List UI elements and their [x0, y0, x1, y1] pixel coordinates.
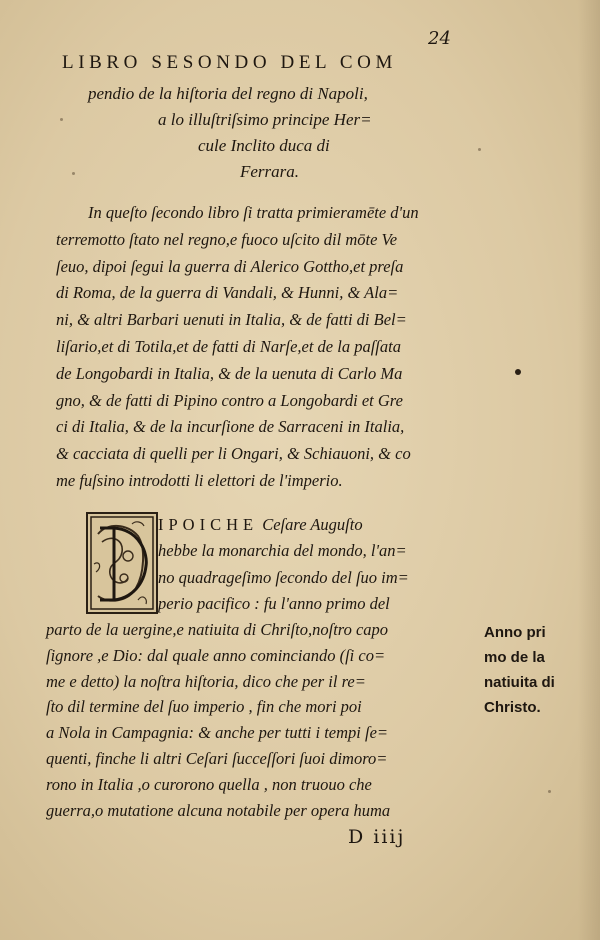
summary-line: terremotto ſtato nel regno,e fuoco uſcito dil mōte Ve: [56, 229, 398, 249]
summary-line: me fuſsino introdotti li elettori de l'imperio.: [56, 470, 343, 490]
title-line-2: pendio de la hiſtoria del regno di Napoli,: [88, 84, 368, 103]
body-line: me e detto) la noſtra hiſtoria, dico che per il re=: [46, 671, 366, 691]
body-line: rono in Italia ,o curorono quella , non truouo che: [46, 774, 372, 794]
marginal-note-line: mo de la: [484, 649, 545, 666]
opening-line-rest: Ceſare Auguſto: [258, 515, 363, 534]
title-line-5: Ferrara.: [240, 162, 300, 181]
summary-line: de Longobardi in Italia, & de la uenuta di Carlo Ma: [56, 363, 403, 383]
body-text: [46, 617, 486, 823]
opening-word: IPOICHE: [158, 515, 259, 534]
summary-line: ci di Italia, & de la incurſione de Sarraceni in Italia,: [56, 417, 405, 437]
opening-line: hebbe la monarchia del mondo, l'an=: [158, 541, 407, 561]
signature-mark: D iiij: [348, 826, 406, 848]
body-line: ſignore ,e Dio: dal quale anno cominciando (ſi co=: [46, 645, 386, 665]
body-line: quenti, finche li altri Ceſari ſucceſſori ſuoi dimoro=: [46, 748, 388, 768]
running-title: LIBRO SESONDO DEL COM: [62, 52, 397, 73]
paper-speck: [72, 172, 75, 175]
margin-dot: [515, 369, 521, 375]
paper-speck: [60, 118, 63, 121]
body-line: parto de la uergine,e natiuita di Chriſto,noſtro capo: [46, 620, 389, 639]
summary-line: gno, & de fatti di Pipino contro a Longobardi et Gre: [56, 390, 403, 410]
marginal-note-line: Christo.: [484, 699, 541, 716]
page-number: 24: [428, 28, 451, 49]
chapter-summary: [56, 200, 526, 495]
marginal-note: [484, 620, 584, 720]
marginal-note-line: Anno pri: [484, 624, 546, 641]
initial-ornament-icon: [88, 514, 156, 612]
opening-line: perio pacifico : fu l'anno primo del: [158, 594, 390, 614]
body-line: ſto dil termine del ſuo imperio , fin che mori poi: [46, 697, 362, 717]
facing-page-bleed: [578, 0, 600, 940]
summary-line: & cacciata di quelli per li Ongari, & Schiauoni, & co: [56, 444, 411, 464]
paper-speck: [478, 148, 481, 151]
summary-line: ni, & altri Barbari uenuti in Italia, & de fatti di Bel=: [56, 310, 407, 330]
opening-lines: [158, 512, 488, 618]
body-line: guerra,o mutatione alcuna notabile per opera huma: [46, 800, 391, 820]
summary-line: liſario,et di Totila,et de fatti di Narſe,et de la paſſata: [56, 336, 401, 356]
body-line: a Nola in Campagnia: & anche per tutti i tempi ſe=: [46, 723, 389, 743]
decorated-initial: [86, 512, 158, 614]
marginal-note-line: natiuita di: [484, 674, 555, 691]
summary-line: In queſto ſecondo libro ſi tratta primieramēte d'un: [88, 203, 419, 222]
opening-line: no quadrageſimo ſecondo del ſuo im=: [158, 567, 409, 587]
title-line-3: a lo illuſtriſsimo principe Her=: [158, 110, 372, 129]
summary-line: ſeuo, dipoi ſegui la guerra di Alerico Gottho,et preſa: [56, 256, 404, 276]
paper-speck: [548, 790, 551, 793]
summary-line: di Roma, de la guerra di Vandali, & Hunni, & Ala=: [56, 283, 399, 303]
title-line-4: cule Inclito duca di: [198, 136, 330, 155]
